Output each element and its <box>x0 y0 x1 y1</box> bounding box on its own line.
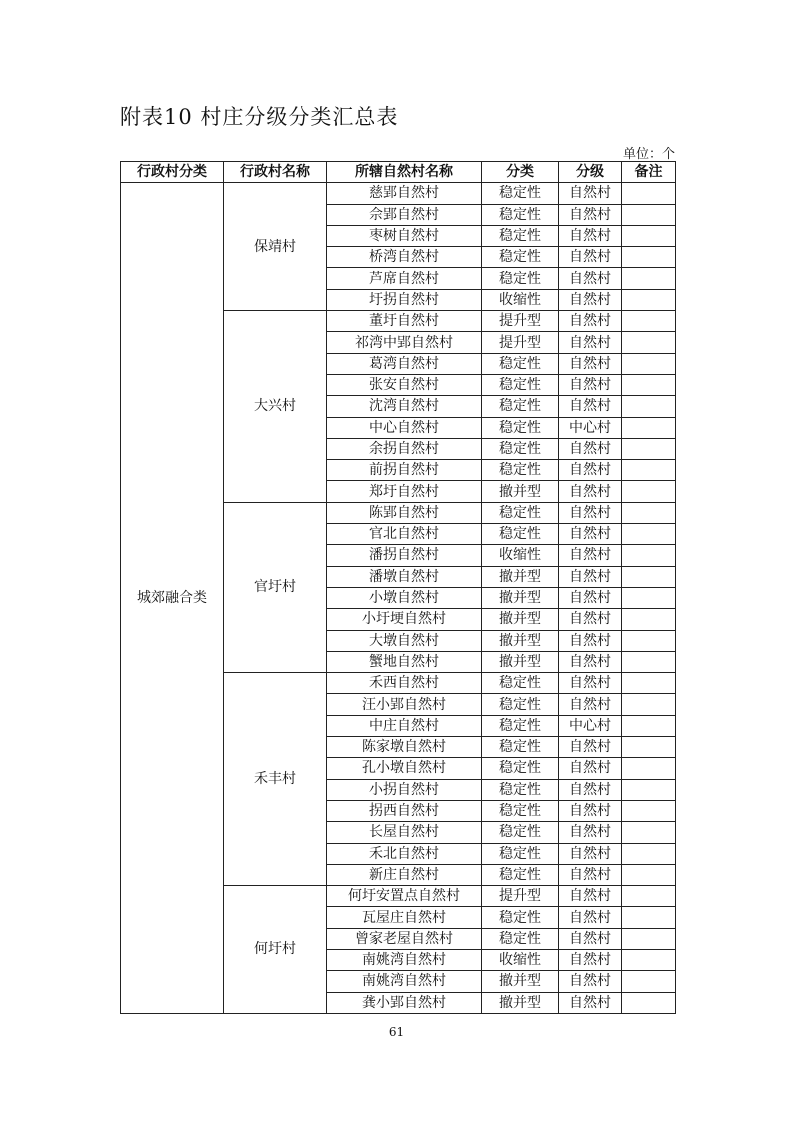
natural-village-cell: 陈家墩自然村 <box>327 737 482 758</box>
classification-cell: 稳定性 <box>482 460 559 481</box>
grade-cell: 自然村 <box>559 673 622 694</box>
remarks-cell <box>622 438 676 459</box>
classification-cell: 撤并型 <box>482 630 559 651</box>
grade-cell: 自然村 <box>559 800 622 821</box>
table-body <box>121 183 676 1014</box>
classification-cell: 稳定性 <box>482 396 559 417</box>
grade-cell: 自然村 <box>559 907 622 928</box>
remarks-cell <box>622 396 676 417</box>
classification-cell: 撤并型 <box>482 587 559 608</box>
remarks-cell <box>622 566 676 587</box>
natural-village-cell: 瓦屋庄自然村 <box>327 907 482 928</box>
header-classification: 分类 <box>482 162 559 183</box>
remarks-cell <box>622 694 676 715</box>
grade-cell: 自然村 <box>559 311 622 332</box>
remarks-cell <box>622 204 676 225</box>
grade-cell: 自然村 <box>559 247 622 268</box>
remarks-cell <box>622 374 676 395</box>
natural-village-cell: 佘郢自然村 <box>327 204 482 225</box>
classification-cell: 收缩性 <box>482 545 559 566</box>
remarks-cell <box>622 183 676 204</box>
page-title: 附表10 村庄分级分类汇总表 <box>120 105 399 129</box>
grade-cell: 自然村 <box>559 460 622 481</box>
classification-cell: 稳定性 <box>482 779 559 800</box>
natural-village-cell: 小墩自然村 <box>327 587 482 608</box>
grade-cell: 自然村 <box>559 886 622 907</box>
natural-village-cell: 大墩自然村 <box>327 630 482 651</box>
admin-village-cell: 官圩村 <box>224 502 327 672</box>
page-number: 61 <box>388 1025 405 1039</box>
classification-cell: 稳定性 <box>482 438 559 459</box>
header-natural-village: 所辖自然村名称 <box>327 162 482 183</box>
grade-cell: 自然村 <box>559 438 622 459</box>
category-cell: 城郊融合类 <box>121 183 224 1014</box>
natural-village-cell: 新庄自然村 <box>327 864 482 885</box>
natural-village-cell: 芦席自然村 <box>327 268 482 289</box>
grade-cell: 自然村 <box>559 587 622 608</box>
natural-village-cell: 桥湾自然村 <box>327 247 482 268</box>
classification-cell: 稳定性 <box>482 864 559 885</box>
remarks-cell <box>622 949 676 970</box>
classification-cell: 稳定性 <box>482 225 559 246</box>
remarks-cell <box>622 609 676 630</box>
natural-village-cell: 何圩安置点自然村 <box>327 886 482 907</box>
natural-village-cell: 曾家老屋自然村 <box>327 928 482 949</box>
remarks-cell <box>622 332 676 353</box>
grade-cell: 自然村 <box>559 864 622 885</box>
remarks-cell <box>622 353 676 374</box>
remarks-cell <box>622 417 676 438</box>
classification-cell: 稳定性 <box>482 843 559 864</box>
table-header-row <box>121 162 676 183</box>
classification-cell: 稳定性 <box>482 907 559 928</box>
admin-village-cell: 何圩村 <box>224 886 327 1014</box>
classification-cell: 稳定性 <box>482 374 559 395</box>
grade-cell: 自然村 <box>559 183 622 204</box>
remarks-cell <box>622 800 676 821</box>
grade-cell: 自然村 <box>559 651 622 672</box>
classification-cell: 撤并型 <box>482 651 559 672</box>
unit-label: 单位：个 <box>622 147 675 162</box>
classification-cell: 稳定性 <box>482 417 559 438</box>
natural-village-cell: 官北自然村 <box>327 524 482 545</box>
grade-cell: 自然村 <box>559 204 622 225</box>
classification-cell: 撤并型 <box>482 992 559 1013</box>
admin-village-cell: 大兴村 <box>224 311 327 503</box>
natural-village-cell: 中心自然村 <box>327 417 482 438</box>
classification-cell: 稳定性 <box>482 822 559 843</box>
remarks-cell <box>622 630 676 651</box>
remarks-cell <box>622 673 676 694</box>
natural-village-cell: 小拐自然村 <box>327 779 482 800</box>
natural-village-cell: 郑圩自然村 <box>327 481 482 502</box>
remarks-cell <box>622 311 676 332</box>
remarks-cell <box>622 864 676 885</box>
natural-village-cell: 余拐自然村 <box>327 438 482 459</box>
classification-cell: 收缩性 <box>482 289 559 310</box>
natural-village-cell: 沈湾自然村 <box>327 396 482 417</box>
grade-cell: 自然村 <box>559 779 622 800</box>
grade-cell: 自然村 <box>559 289 622 310</box>
grade-cell: 自然村 <box>559 481 622 502</box>
grade-cell: 自然村 <box>559 225 622 246</box>
grade-cell: 自然村 <box>559 609 622 630</box>
village-summary-table <box>120 161 676 1014</box>
classification-cell: 稳定性 <box>482 524 559 545</box>
grade-cell: 自然村 <box>559 737 622 758</box>
classification-cell: 稳定性 <box>482 800 559 821</box>
grade-cell: 自然村 <box>559 396 622 417</box>
classification-cell: 稳定性 <box>482 737 559 758</box>
header-admin-village: 行政村名称 <box>224 162 327 183</box>
remarks-cell <box>622 737 676 758</box>
natural-village-cell: 祁湾中郢自然村 <box>327 332 482 353</box>
natural-village-cell: 陈郢自然村 <box>327 502 482 523</box>
natural-village-cell: 长屋自然村 <box>327 822 482 843</box>
table-row <box>121 183 676 204</box>
classification-cell: 稳定性 <box>482 715 559 736</box>
remarks-cell <box>622 779 676 800</box>
classification-cell: 稳定性 <box>482 183 559 204</box>
remarks-cell <box>622 715 676 736</box>
header-remarks: 备注 <box>622 162 676 183</box>
natural-village-cell: 圩拐自然村 <box>327 289 482 310</box>
natural-village-cell: 枣树自然村 <box>327 225 482 246</box>
remarks-cell <box>622 460 676 481</box>
grade-cell: 自然村 <box>559 928 622 949</box>
classification-cell: 提升型 <box>482 311 559 332</box>
remarks-cell <box>622 758 676 779</box>
classification-cell: 撤并型 <box>482 566 559 587</box>
classification-cell: 稳定性 <box>482 928 559 949</box>
natural-village-cell: 龚小郢自然村 <box>327 992 482 1013</box>
grade-cell: 自然村 <box>559 545 622 566</box>
remarks-cell <box>622 524 676 545</box>
grade-cell: 自然村 <box>559 843 622 864</box>
remarks-cell <box>622 822 676 843</box>
remarks-cell <box>622 971 676 992</box>
natural-village-cell: 小圩埂自然村 <box>327 609 482 630</box>
classification-cell: 稳定性 <box>482 673 559 694</box>
natural-village-cell: 禾北自然村 <box>327 843 482 864</box>
remarks-cell <box>622 843 676 864</box>
classification-cell: 稳定性 <box>482 204 559 225</box>
admin-village-cell: 禾丰村 <box>224 673 327 886</box>
natural-village-cell: 禾西自然村 <box>327 673 482 694</box>
natural-village-cell: 南姚湾自然村 <box>327 949 482 970</box>
natural-village-cell: 南姚湾自然村 <box>327 971 482 992</box>
remarks-cell <box>622 992 676 1013</box>
remarks-cell <box>622 907 676 928</box>
remarks-cell <box>622 481 676 502</box>
natural-village-cell: 潘墩自然村 <box>327 566 482 587</box>
classification-cell: 稳定性 <box>482 758 559 779</box>
natural-village-cell: 慈郢自然村 <box>327 183 482 204</box>
grade-cell: 中心村 <box>559 715 622 736</box>
remarks-cell <box>622 225 676 246</box>
classification-cell: 稳定性 <box>482 247 559 268</box>
grade-cell: 自然村 <box>559 374 622 395</box>
natural-village-cell: 汪小郢自然村 <box>327 694 482 715</box>
grade-cell: 自然村 <box>559 992 622 1013</box>
grade-cell: 自然村 <box>559 502 622 523</box>
grade-cell: 自然村 <box>559 949 622 970</box>
admin-village-cell: 保靖村 <box>224 183 327 311</box>
classification-cell: 提升型 <box>482 886 559 907</box>
remarks-cell <box>622 651 676 672</box>
grade-cell: 自然村 <box>559 694 622 715</box>
grade-cell: 中心村 <box>559 417 622 438</box>
natural-village-cell: 孔小墩自然村 <box>327 758 482 779</box>
classification-cell: 稳定性 <box>482 694 559 715</box>
grade-cell: 自然村 <box>559 758 622 779</box>
remarks-cell <box>622 289 676 310</box>
grade-cell: 自然村 <box>559 566 622 587</box>
grade-cell: 自然村 <box>559 971 622 992</box>
natural-village-cell: 蟹地自然村 <box>327 651 482 672</box>
remarks-cell <box>622 587 676 608</box>
grade-cell: 自然村 <box>559 332 622 353</box>
remarks-cell <box>622 502 676 523</box>
header-grade: 分级 <box>559 162 622 183</box>
grade-cell: 自然村 <box>559 822 622 843</box>
remarks-cell <box>622 268 676 289</box>
header-category: 行政村分类 <box>121 162 224 183</box>
classification-cell: 收缩性 <box>482 949 559 970</box>
remarks-cell <box>622 928 676 949</box>
classification-cell: 稳定性 <box>482 353 559 374</box>
natural-village-cell: 葛湾自然村 <box>327 353 482 374</box>
natural-village-cell: 潘拐自然村 <box>327 545 482 566</box>
remarks-cell <box>622 545 676 566</box>
natural-village-cell: 董圩自然村 <box>327 311 482 332</box>
grade-cell: 自然村 <box>559 268 622 289</box>
grade-cell: 自然村 <box>559 353 622 374</box>
classification-cell: 撤并型 <box>482 971 559 992</box>
grade-cell: 自然村 <box>559 630 622 651</box>
classification-cell: 撤并型 <box>482 609 559 630</box>
natural-village-cell: 中庄自然村 <box>327 715 482 736</box>
natural-village-cell: 前拐自然村 <box>327 460 482 481</box>
remarks-cell <box>622 886 676 907</box>
grade-cell: 自然村 <box>559 524 622 545</box>
natural-village-cell: 拐西自然村 <box>327 800 482 821</box>
classification-cell: 稳定性 <box>482 502 559 523</box>
natural-village-cell: 张安自然村 <box>327 374 482 395</box>
classification-cell: 稳定性 <box>482 268 559 289</box>
remarks-cell <box>622 247 676 268</box>
classification-cell: 提升型 <box>482 332 559 353</box>
classification-cell: 撤并型 <box>482 481 559 502</box>
